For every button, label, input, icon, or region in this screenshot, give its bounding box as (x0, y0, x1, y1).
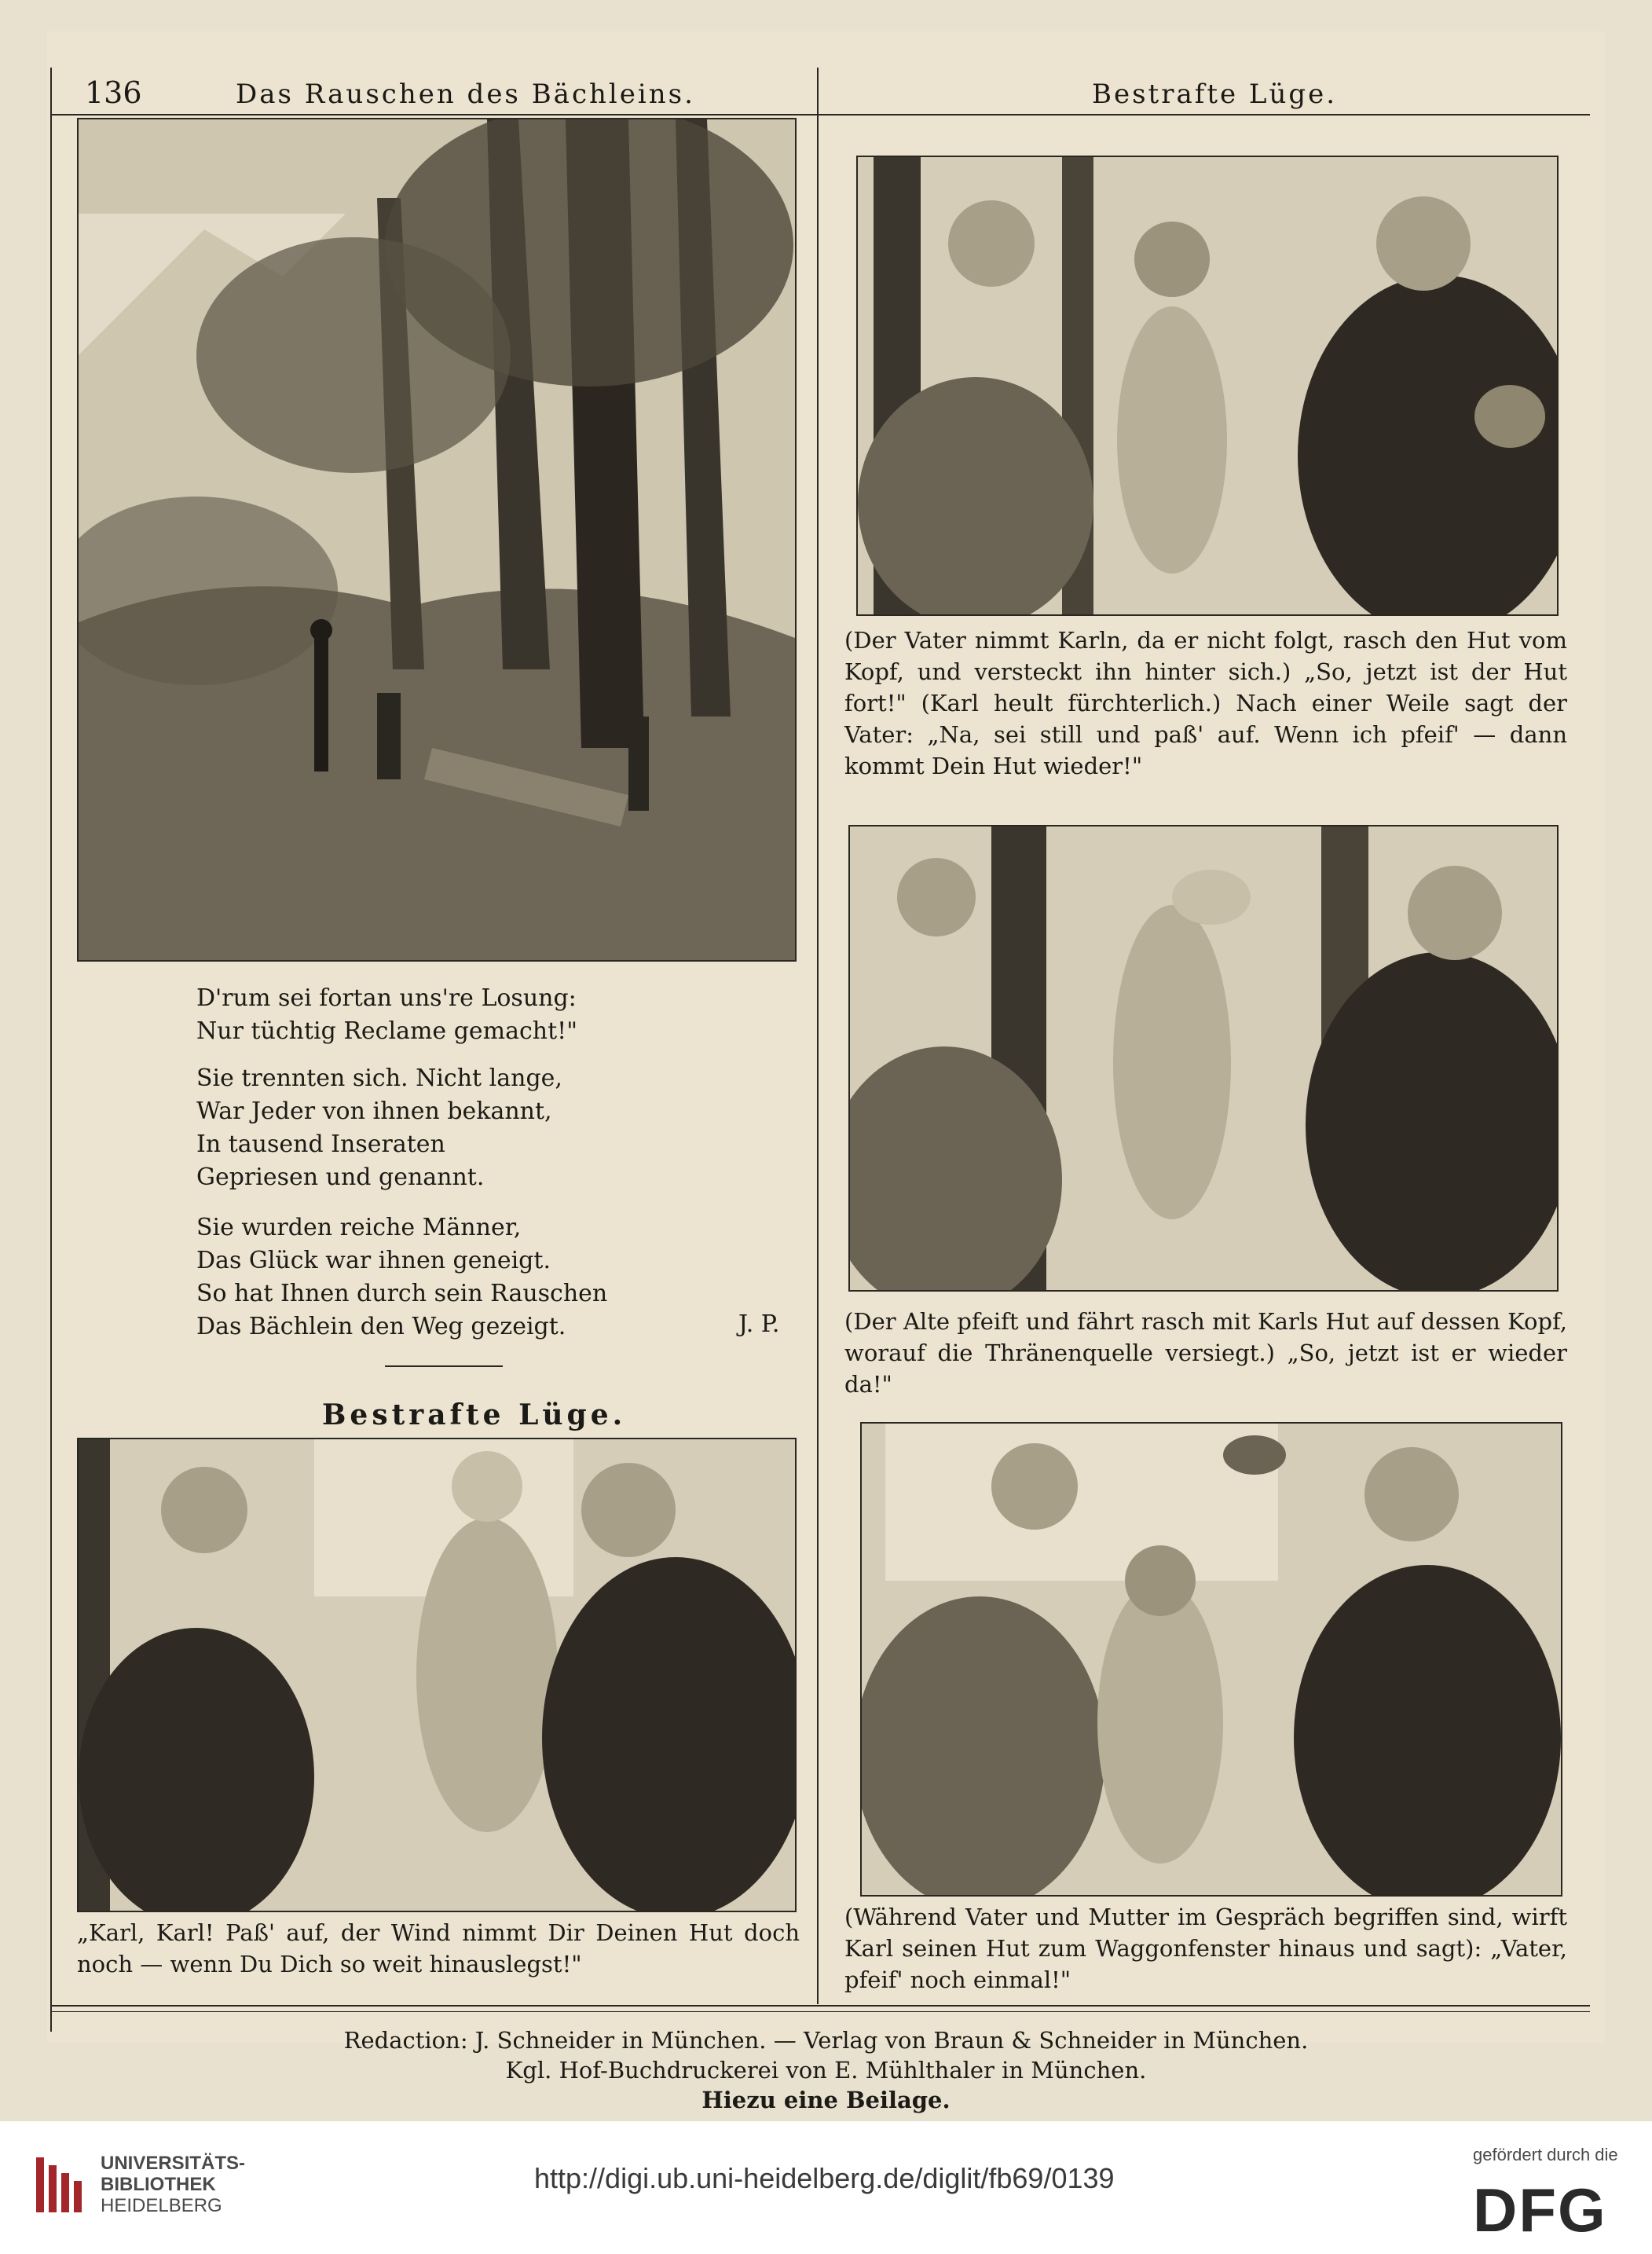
poem-line: So hat Ihnen durch sein Rauschen (196, 1280, 608, 1307)
permalink-url[interactable]: http://digi.ub.uni-heidelberg.de/diglit/fb69/0139 (534, 2162, 1115, 2194)
poem-line: Nur tüchtig Reclame gemacht!" (196, 1017, 578, 1045)
section-divider (385, 1365, 503, 1367)
header-rule (50, 114, 1590, 115)
poem-line: War Jeder von ihnen bekannt, (196, 1098, 552, 1125)
library-name-line-2: BIBLIOTHEK (101, 2174, 216, 2195)
forest-illustration (77, 118, 797, 962)
cartoon-panel-2 (848, 825, 1559, 1292)
cartoon-panel-4 (860, 1422, 1562, 1897)
column-divider-rule (817, 68, 819, 2004)
running-title-left: Das Rauschen des Bächleins. (236, 79, 695, 110)
footer-line-2: Kgl. Hof-Buchdruckerei von E. Mühlthaler in München. (505, 2057, 1147, 2084)
left-border-rule (50, 68, 52, 2032)
library-logo-text (101, 2153, 245, 2216)
caption-panel-2: (Der Alte pfeift und fährt rasch mit Karls Hut auf dessen Kopf, worauf die Thränenquelle versiegt.) „So, jetzt ist er wieder da!" (844, 1308, 1567, 1398)
caption-panel-1: (Der Vater nimmt Karln, da er nicht folgt, rasch den Hut vom Kopf, und versteckt ihn hinter sich.) „So, jetzt ist der Hut fort!" (Karl heult fürchterlich.) Nach einer Weile sagt der Vater: „Na, sei still und paß' auf. Wenn ich pfeif' — dann kommt Dein Hut wieder!" (844, 627, 1567, 779)
cartoon-panel-1 (856, 156, 1559, 616)
footer-rule-bottom (50, 2011, 1590, 2012)
footer-line-3: Hiezu eine Beilage. (701, 2087, 951, 2113)
poem-line: In tausend Inseraten (196, 1131, 445, 1158)
funding-text: gefördert durch die (1473, 2145, 1618, 2164)
page-number: 136 (85, 75, 142, 110)
poem-stanza-1 (196, 982, 577, 1048)
caption-panel-4: (Während Vater und Mutter im Gespräch begriffen sind, wirft Karl seinen Hut zum Waggonfenster hinaus und sagt): „Vater, pfeif' noch einmal!" (844, 1904, 1567, 1993)
section-heading: Bestrafte Lüge. (322, 1398, 627, 1431)
dfg-logo: DFG (1473, 2175, 1607, 2245)
poem-stanza-3 (196, 1211, 607, 1343)
cartoon-panel-3 (77, 1438, 797, 1912)
library-name-line-3: HEIDELBERG (101, 2195, 222, 2216)
running-title-right: Bestrafte Lüge. (1092, 79, 1338, 110)
library-logo-icon (31, 2150, 86, 2220)
poem-line: Sie wurden reiche Männer, (196, 1214, 522, 1241)
footer-line-1: Redaction: J. Schneider in München. — Verlag von Braun & Schneider in München. (343, 2027, 1309, 2054)
poem-line: D'rum sei fortan uns're Losung: (196, 984, 577, 1012)
library-name-line-1: UNIVERSITÄTS- (101, 2153, 246, 2174)
poem-line: Das Bächlein den Weg gezeigt. (196, 1313, 566, 1340)
poem-stanza-2 (196, 1062, 562, 1194)
poem-signature: J. P. (738, 1310, 780, 1338)
poem-line: Das Glück war ihnen geneigt. (196, 1247, 551, 1274)
caption-panel-3: „Karl, Karl! Paß' auf, der Wind nimmt Dir Deinen Hut doch noch — wenn Du Dich so weit hinauslegst!" (77, 1919, 800, 1977)
poem-line: Sie trennten sich. Nicht lange, (196, 1065, 562, 1092)
footer-rule-top (50, 2005, 1590, 2007)
poem-line: Gepriesen und genannt. (196, 1164, 485, 1191)
